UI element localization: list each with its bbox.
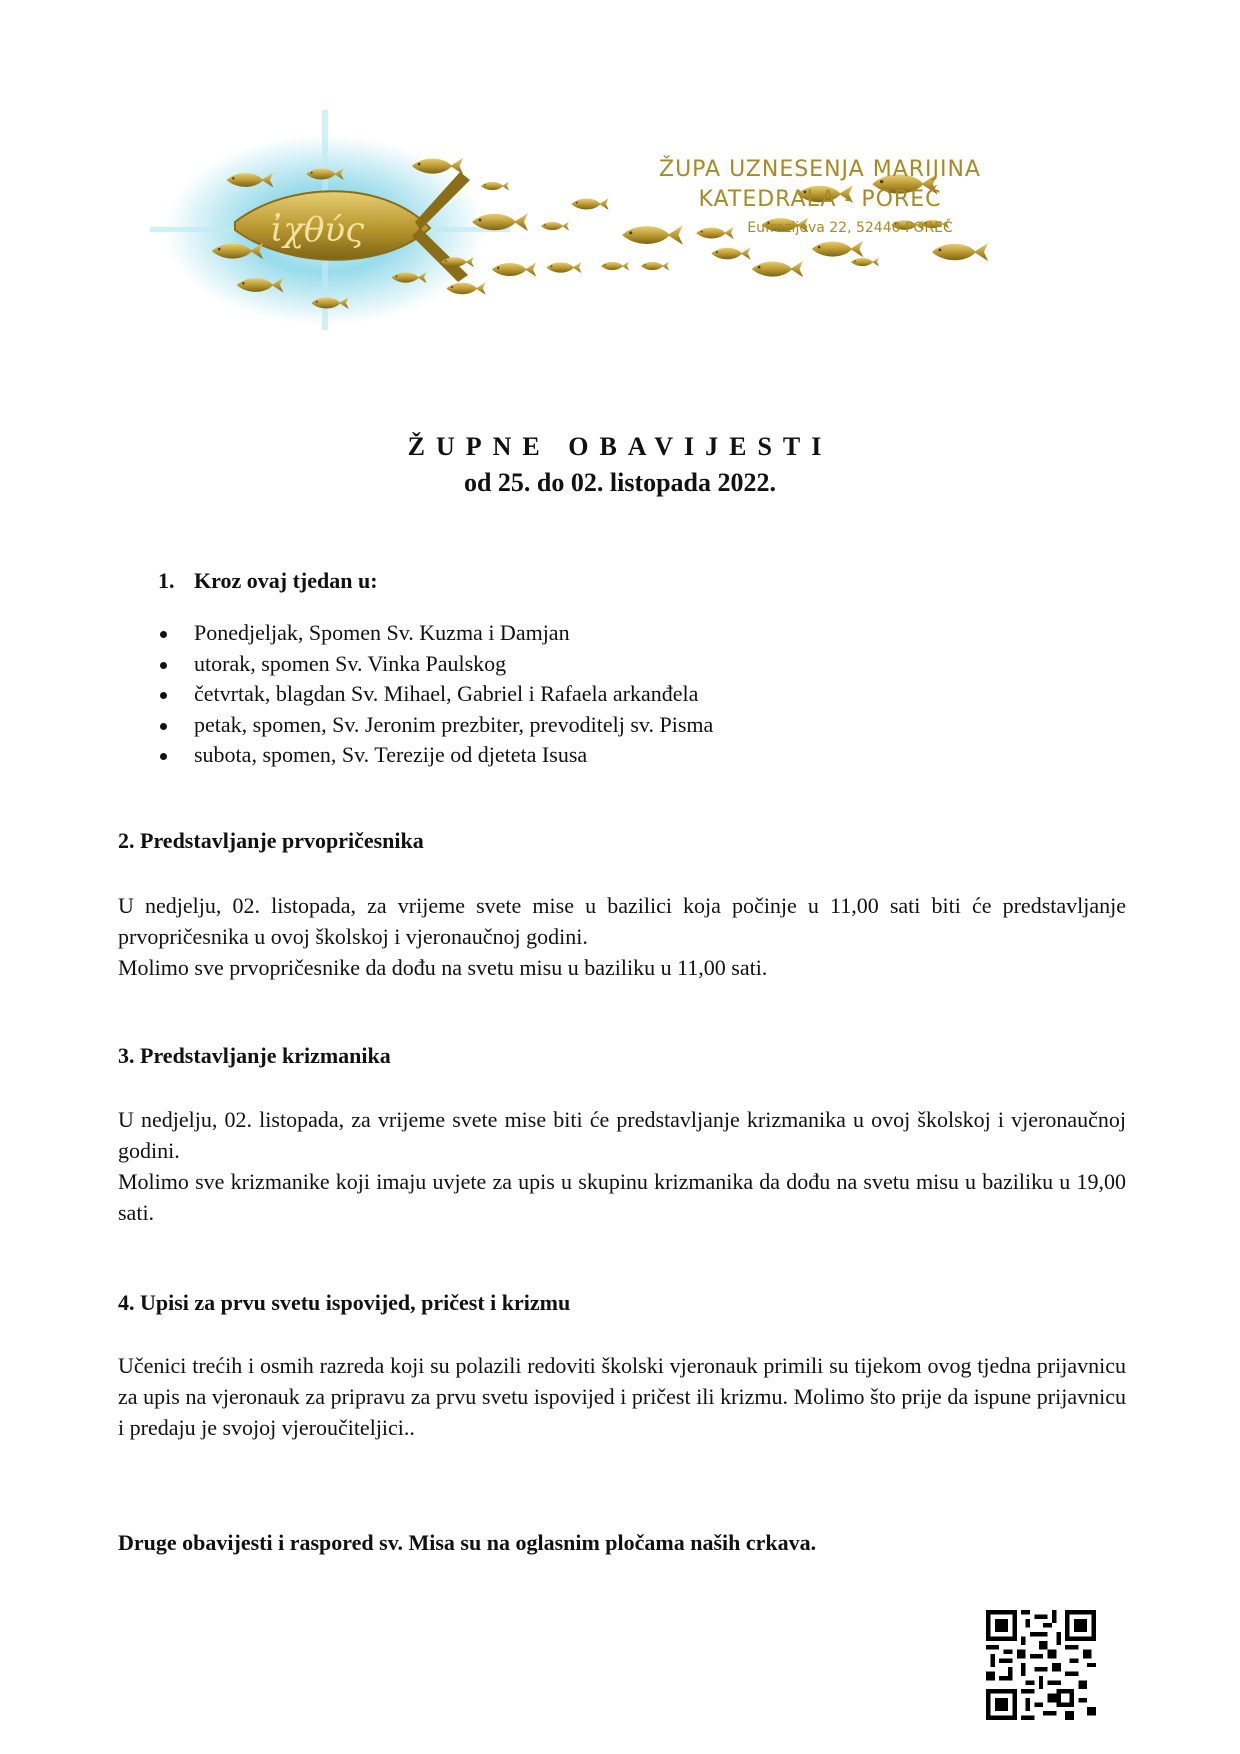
footer-note: Druge obavijesti i raspored sv. Misa su na oglasnim pločama naših crkava. [118, 1530, 817, 1555]
bullet-icon [160, 692, 167, 699]
section-3-body [118, 1104, 1126, 1228]
list-item [158, 710, 713, 741]
bullet-icon [160, 723, 167, 730]
list-item-text: Ponedjeljak, Spomen Sv. Kuzma i Damjan [194, 620, 570, 645]
weekly-feasts-list [158, 618, 713, 771]
list-item [158, 649, 713, 680]
bullet-icon [160, 662, 167, 669]
bullet-icon [160, 753, 167, 760]
list-item [158, 618, 713, 649]
list-item-text: četvrtak, blagdan Sv. Mihael, Gabriel i Rafaela arkanđela [194, 681, 699, 706]
section-1-heading [158, 568, 378, 594]
header-banner [150, 110, 1090, 370]
parish-address: Eufrazijeva 22, 52440 POREČ [747, 220, 953, 236]
page-title: ŽUPNE OBAVIJESTI [407, 432, 833, 461]
section-2-heading: 2. Predstavljanje prvopričesnika [118, 828, 424, 853]
section-3-heading: 3. Predstavljanje krizmanika [118, 1043, 391, 1068]
list-item [158, 679, 713, 710]
list-item-text: utorak, spomen Sv. Vinka Paulskog [194, 650, 507, 676]
list-item-text: subota, spomen, Sv. Terezije od djeteta Isusa [194, 742, 588, 767]
section-4-body [118, 1350, 1126, 1443]
page-subtitle: od 25. do 02. listopada 2022. [463, 468, 777, 497]
section-2-paragraph: U nedjelju, 02. listopada, za vrijeme svete mise u bazilici koja počinje u 11,00 sati biti će predstavljanje prvopričesnika u ovoj školskoj i vjeronaučnoj godini. [118, 893, 1126, 949]
qr-code-icon [986, 1610, 1096, 1720]
parish-header [590, 155, 1050, 241]
section-4-paragraph: Učenici trećih i osmih razreda koji su polazili redoviti školski vjeronauk primili su tijekom ovog tjedna prijavnicu za upis na vjeronauk za pripravu za prvu svetu ispovijed i pričest ili krizmu. Molimo što prije da ispune prijavnicu i predaju je svojoj vjeroučiteljici.. [118, 1353, 1126, 1440]
section-1-number: 1. [158, 568, 175, 593]
list-item-text: petak, spomen, Sv. Jeronim prezbiter, prevoditelj sv. Pisma [194, 711, 714, 737]
parish-name: ŽUPA UZNESENJA MARIJINA [659, 157, 981, 182]
section-2-paragraph: Molimo sve prvopričesnike da dođu na svetu misu u baziliku u 11,00 sati. [118, 955, 768, 980]
bullet-icon [160, 631, 167, 638]
section-4-heading: 4. Upisi za prvu svetu ispovijed, pričest i krizmu [118, 1290, 571, 1315]
section-2-body [118, 890, 1126, 983]
section-3-paragraph: Molimo sve krizmanike koji imaju uvjete za upis u skupinu krizmanika da dođu na svetu misu u baziliku u 19,00 sati. [118, 1169, 1126, 1225]
parish-subtitle: KATEDRALA - POREČ [698, 187, 942, 212]
section-3-paragraph: U nedjelju, 02. listopada, za vrijeme svete mise biti će predstavljanje krizmanika u ovoj školskoj i vjeronaučnoj godini. [118, 1107, 1126, 1163]
list-item [158, 740, 713, 771]
ichthys-logo-text: ἰχθύς [270, 210, 365, 250]
section-1-title: Kroz ovaj tjedan u: [194, 568, 378, 593]
